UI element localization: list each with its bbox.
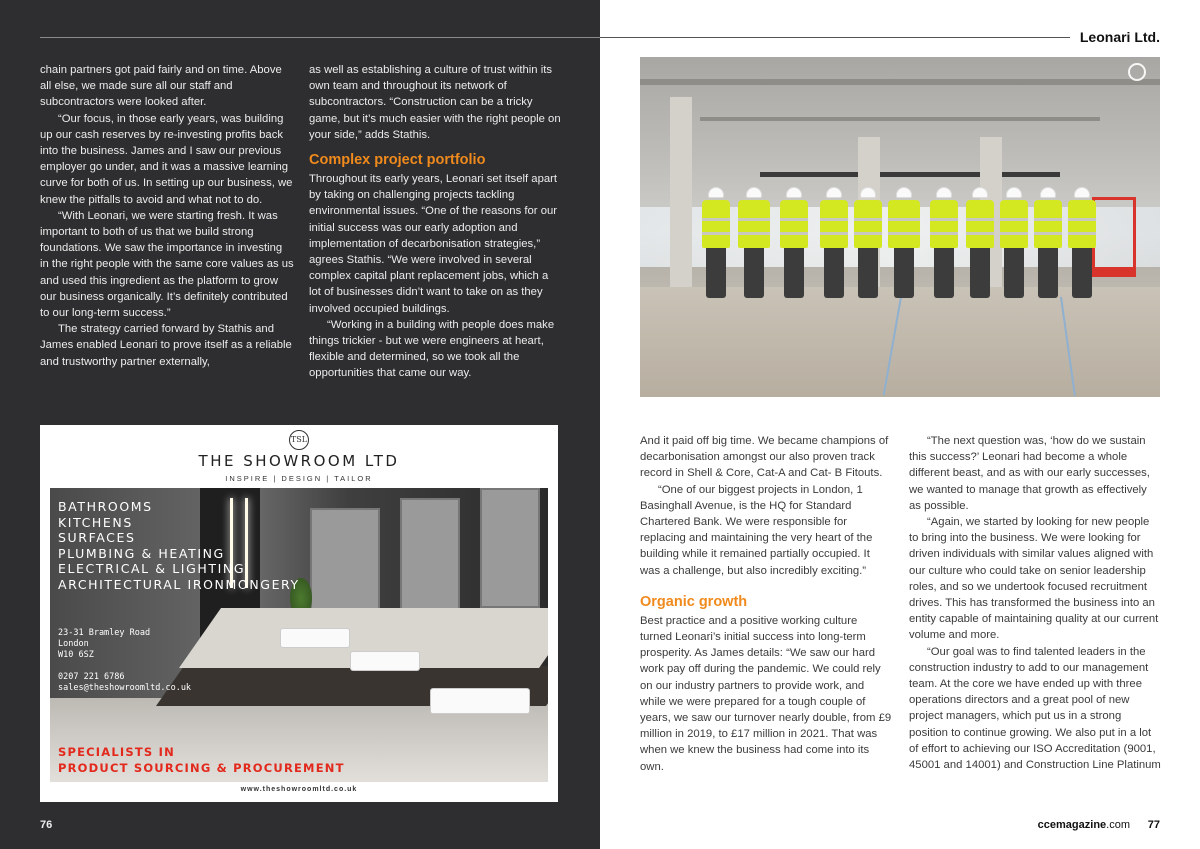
column-pillar (670, 97, 692, 307)
paragraph: “With Leonari, we were starting fresh. It was important to both of us that we build strong foundations. We saw the importance in investing in the right people with the same core values as us and used this ingredient as the platform to grow our business organically. It’s definitely contributed to our long-term success.” (40, 209, 294, 320)
worker (1000, 187, 1028, 298)
address-line: W10 6SZ (58, 650, 94, 660)
advert-tagline: INSPIRE | DESIGN | TAILOR (225, 474, 373, 483)
paragraph: And it paid off big time. We became champions of decarbonisation amongst our also proven track record in Shell & Core, Cat-A and Cat- B Fitouts. (640, 435, 889, 480)
worker (888, 187, 920, 298)
ceiling-beam (640, 79, 1160, 85)
service-item: SURFACES (58, 530, 136, 545)
paragraph: Throughout its early years, Leonari set itself apart by taking on challenging projects tackling environmental issues. “One of the reasons for our initial success was our early adoption and implementation of decarbonisation strategies,” agrees Stathis. “We were involved in several complex capital plant replacement jobs, which a lot of businesses didn’t want to take on as they involved occupied buildings. (309, 173, 558, 315)
advert-url[interactable]: www.theshowroomltd.co.uk (240, 786, 358, 793)
header-rule-left (40, 37, 600, 38)
paragraph: “The next question was, ‘how do we sustain this success?’ Leonari had become a whole different beast, and as with our early successes, we wanted to manage that growth as effectively as possible. (909, 435, 1150, 512)
worker (930, 187, 958, 298)
paragraph: as well as establishing a culture of trust within its own team and throughout its network of subcontractors. “Construction can be a tricky game, but it’s much easier with the right people on your side,” adds Stathis. (309, 64, 561, 141)
advert-title: THE SHOWROOM LTD (198, 452, 400, 470)
left-column-1 (40, 62, 294, 370)
paragraph: “Again, we started by looking for new people to bring into the business. We were looking for driven individuals with similar values aligned with our culture who could take on senior leadership roles, and so we undertook focused recruitment drives. This has transformed the business into an entity capable of maintaining quality at our current volume and more. (909, 516, 1159, 642)
basin (280, 628, 350, 648)
basin (430, 688, 530, 714)
specialists-line: SPECIALISTS IN (58, 745, 175, 759)
section-heading: Complex project portfolio (309, 152, 486, 169)
right-column-1 (640, 433, 892, 775)
team-photo (640, 57, 1160, 397)
service-item: ELECTRICAL & LIGHTING (58, 561, 246, 576)
worker (966, 187, 994, 298)
advert-specialists (58, 744, 345, 776)
section-heading: Organic growth (640, 593, 748, 610)
header-rule-right (600, 37, 1070, 38)
page-number-left: 76 (40, 819, 53, 831)
ceiling-duct (760, 172, 1060, 177)
specialists-line: PRODUCT SOURCING & PROCUREMENT (58, 761, 345, 775)
mirror (480, 488, 540, 608)
worker (780, 187, 808, 298)
scissor-lift (1092, 197, 1136, 277)
showroom-emblem-icon: TSL (289, 430, 309, 450)
advert-contact (58, 628, 191, 694)
paragraph: Best practice and a positive working culture turned Leonari’s initial success into long-term prosperity. As James details: “We saw our hard work pay off during the pandemic. We could rely on our industry partners to provide work, and while we were prepared for a tough couple of years, we saw our turnover nearly double, from £9 million in 2019, to £17 million in 2021. That was when we knew the business had come into its own. (640, 614, 892, 773)
brand-mark-icon (1128, 63, 1146, 81)
paragraph: “Our goal was to find talented leaders in the construction industry to add to our management team. At the core we have ended up with three operations directors and a great pool of new project managers, which put us in a strong position to continue growing. We also put in a lot of effort to achieving our ISO Accreditation (9001, 45001 and 14001) and Construction Line Platinum (909, 645, 1161, 772)
paragraph: “Working in a building with people does make things trickier - but we were engineers at heart, flexible and determined, so we took all the opportunities that came our way. (309, 318, 555, 380)
service-item: BATHROOMS (58, 499, 153, 514)
worker (820, 187, 848, 298)
basin (350, 651, 420, 671)
services-list (58, 499, 300, 592)
paragraph: chain partners got paid fairly and on time. Above all else, we made sure all our staff and subcontractors were looked after. (40, 64, 282, 109)
worker (854, 187, 882, 298)
paragraph: “One of our biggest projects in London, 1 Basinghall Avenue, is the HQ for Standard Chartered Bank. We were responsible for replacing and maintaining the very heart of the building while it remained partially occupied. It was a challenge, but also incredibly exciting.” (640, 483, 873, 577)
running-head: Leonari Ltd. (1079, 29, 1160, 45)
mirror (400, 498, 460, 618)
advert-email[interactable]: sales@theshowroomltd.co.uk (58, 683, 192, 693)
left-column-2 (309, 62, 563, 382)
service-item: ARCHITECTURAL IRONMONGERY (58, 576, 300, 592)
paragraph: The strategy carried forward by Stathis and James enabled Leonari to prove itself as a reliable and trustworthy partner externally, (40, 323, 292, 368)
worker (702, 187, 730, 298)
address-line: 23-31 Bramley Road (58, 628, 151, 638)
site-url-bold: ccemagazine (1037, 819, 1107, 831)
ceiling-beam (700, 117, 1100, 121)
site-url[interactable] (1038, 819, 1130, 831)
page-number-right: 77 (1147, 819, 1160, 831)
right-column-2 (909, 433, 1161, 773)
worker (1068, 187, 1096, 298)
service-item: PLUMBING & HEATING (58, 545, 225, 561)
paragraph: “Our focus, in those early years, was building up our cash reserves by re-investing profits back into the business. James and I saw our previous employer go under, and it was a massive learning curve for both of us. In setting up our business, we knew the pitfalls to avoid and what not to do. (40, 112, 293, 206)
service-item: KITCHENS (58, 514, 133, 530)
advert-phone[interactable]: 0207 221 6786 (58, 672, 125, 682)
showroom-advert[interactable] (40, 425, 558, 802)
site-url-rest: .com (1106, 819, 1130, 831)
bathroom-image (50, 488, 548, 782)
address-line: London (58, 639, 89, 649)
worker (738, 187, 770, 298)
worker (1034, 187, 1062, 298)
